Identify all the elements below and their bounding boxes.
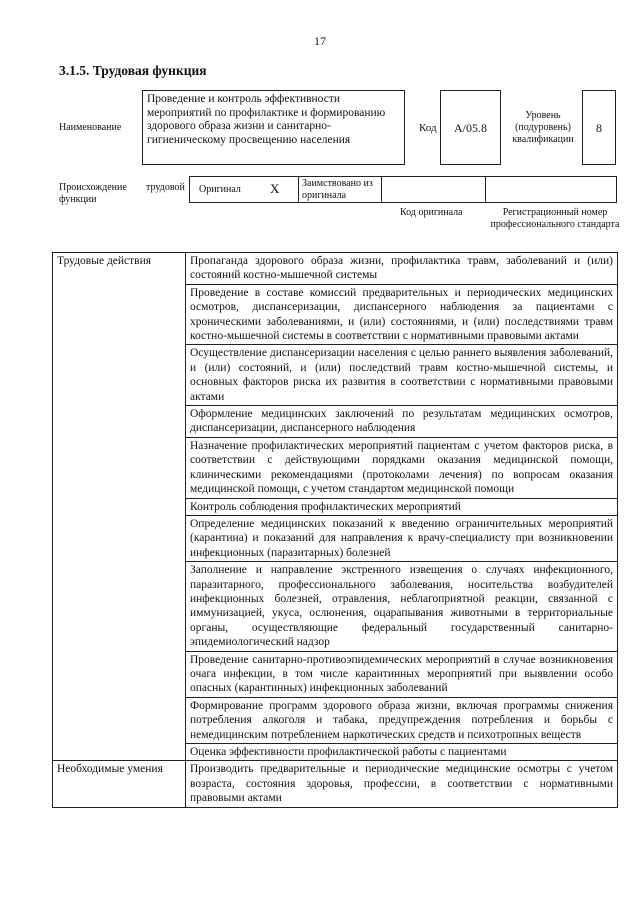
level-label: Уровень (подуровень) квалификации xyxy=(512,110,574,145)
page-number: 17 xyxy=(314,34,326,48)
row-text: Формирование программ здорового образа жизни, включая программы снижения потребления алкоголя и табака, предупреждения потребления и борьбы с немедицинским потреблением наркотических средств и психотропных веществ xyxy=(186,697,618,743)
code-label: Код xyxy=(419,122,437,134)
row-label: Необходимые умения xyxy=(53,761,186,807)
labor-actions-table xyxy=(52,252,618,808)
row-text: Пропаганда здорового образа жизни, профилактика травм, заболеваний и (или) состояний костно-мышечной системы xyxy=(186,253,618,285)
row-text: Оценка эффективности профилактической работы с пациентами xyxy=(186,744,618,761)
table-row xyxy=(53,253,618,285)
code-original-cell xyxy=(381,176,486,203)
function-name-box: Проведение и контроль эффективности мероприятий по профилактике и формированию здорового образа жизни и санитарно-гигиеническому просвещению населения xyxy=(142,90,405,165)
name-label: Наименование xyxy=(59,122,122,133)
borrowed-cell: Заимствовано из оригинала xyxy=(298,176,382,203)
row-text: Проведение в составе комиссий предварительных и периодических медицинских осмотров, диспансеризации, диспансерного наблюдения за пациентами с хроническими заболеваниями, и (или) состояниями, и (или) последствиями травм костно-мышечной системы в соответствии с нормативными правовыми актами xyxy=(186,284,618,345)
table-row xyxy=(53,761,618,807)
origin-label-3: функции xyxy=(59,194,97,205)
row-text: Осуществление диспансеризации населения с целью раннего выявления заболеваний, и (или) состояний, и (или) последствий травм костно-мышечной системы, и основных факторов риска их развития в соответствии с нормативными правовыми актами xyxy=(186,345,618,406)
origin-label-2: трудовой xyxy=(146,182,185,193)
original-mark: X xyxy=(270,181,280,196)
original-label: Оригинал xyxy=(199,184,241,195)
row-text: Контроль соблюдения профилактических мероприятий xyxy=(186,498,618,515)
original-cell xyxy=(189,176,299,203)
function-code-box: А/05.8 xyxy=(440,90,501,165)
row-text: Производить предварительные и периодические медицинские осмотры с учетом возраста, состояния здоровья, профессии, в соответствии с нормативными правовыми актами xyxy=(186,761,618,807)
code-original-label: Код оригинала xyxy=(400,207,463,218)
reg-number-cell xyxy=(485,176,617,203)
row-text: Назначение профилактических мероприятий пациентам с учетом факторов риска, в соответствии с действующими порядками оказания медицинской помощи, клиническими рекомендациями (протоколами лечения) по вопросам оказания медицинской помощи, с учетом стандартом медицинской помощи xyxy=(186,437,618,498)
row-text: Определение медицинских показаний к введению ограничительных мероприятий (карантина) и показаний для направления к врачу-специалисту при возникновении инфекционных (паразитарных) болезней xyxy=(186,515,618,561)
section-title: 3.1.5. Трудовая функция xyxy=(59,63,207,78)
row-text: Оформление медицинских заключений по результатам медицинских осмотров, диспансеризации, диспансерного наблюдения xyxy=(186,406,618,438)
row-text: Заполнение и направление экстренного извещения о случаях инфекционного, паразитарного, профессионального заболевания, носительства возбудителей инфекционных болезней, отравления, неблагоприятной реакции, связанной с иммунизацией, укуса, ослюнения, оцарапывания животными в территориальные органы, осуществляющие федеральный государственный санитарно-эпидемиологический надзор xyxy=(186,562,618,651)
origin-label-1: Происхождение xyxy=(59,182,127,193)
origin-row xyxy=(190,176,617,203)
row-label: Трудовые действия xyxy=(53,253,186,761)
reg-number-label: Регистрационный номер профессионального стандарта xyxy=(490,207,620,230)
qualification-level-box: 8 xyxy=(582,90,616,165)
row-text: Проведение санитарно-противоэпидемических мероприятий в случае возникновения очага инфекции, в том числе карантинных мероприятий при выявлении особо опасных (карантинных) инфекционных заболеваний xyxy=(186,651,618,697)
